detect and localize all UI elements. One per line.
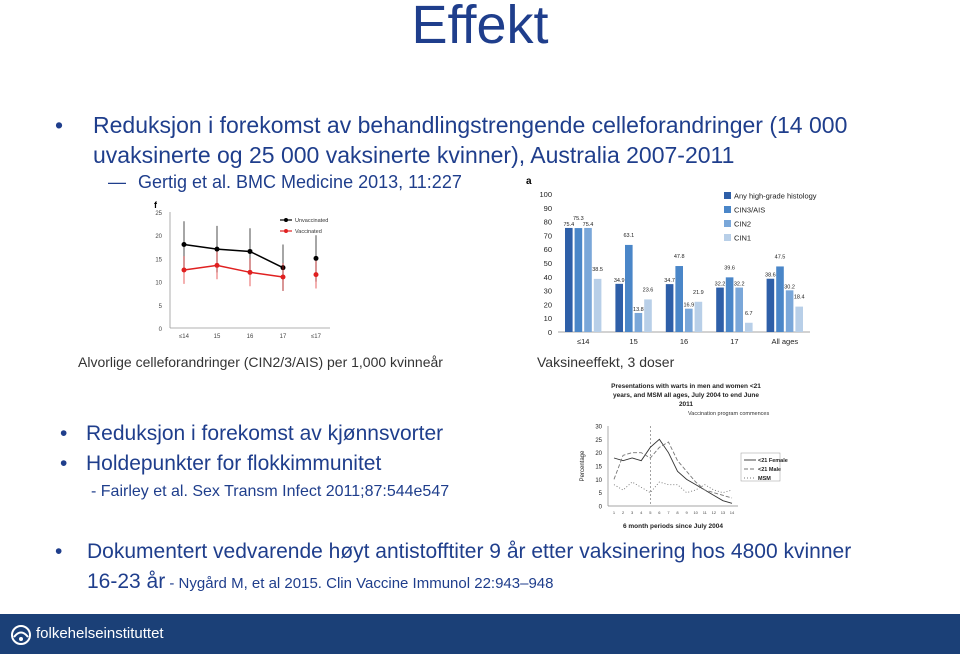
data-label: 75.3 <box>573 216 584 223</box>
bar <box>644 299 652 332</box>
panel-label: f <box>154 200 157 210</box>
legend-swatch <box>724 206 731 213</box>
page-title: Effekt <box>411 0 549 55</box>
x-tick-label: 7 <box>667 510 670 515</box>
bullet-dot: • <box>60 422 68 445</box>
bullet-text: Holdepunkter for flokkimmunitet <box>86 452 382 475</box>
data-label: 18.4 <box>793 294 805 301</box>
data-label: 32.2 <box>714 281 726 288</box>
data-label: 13.8 <box>633 306 644 313</box>
y-tick-label: 60 <box>543 245 552 255</box>
y-tick-label: 25 <box>155 211 162 217</box>
y-tick-label: 100 <box>539 190 552 199</box>
chart-warts-presentations <box>578 380 788 532</box>
footer-org-name: folkehelseinstituttet <box>36 625 164 642</box>
y-tick-label: 20 <box>543 300 552 310</box>
bar <box>666 284 674 332</box>
bar <box>795 307 803 332</box>
data-label: 32.2 <box>733 281 745 288</box>
y-tick-label: 50 <box>543 259 552 268</box>
legend-swatch <box>724 220 731 227</box>
data-label: 38.6 <box>765 272 776 279</box>
data-point <box>182 242 187 247</box>
data-point <box>314 256 319 261</box>
chart-title: 2011 <box>678 401 694 408</box>
fhi-logo-icon <box>10 624 32 646</box>
y-tick-label: 90 <box>543 203 552 213</box>
legend-marker <box>284 229 288 233</box>
y-tick-label: 10 <box>595 477 602 484</box>
data-label: 16.9 <box>683 302 695 309</box>
x-tick-label: ≤14 <box>576 337 590 346</box>
data-label: 75.4 <box>563 221 575 228</box>
y-tick-label: 10 <box>543 314 552 324</box>
x-tick-label: 6 <box>658 510 661 515</box>
footer-bar <box>0 614 960 654</box>
series-line <box>614 482 732 493</box>
data-point <box>281 274 286 279</box>
reference-fairley: - Fairley et al. Sex Transm Infect 2011;87:544e547 <box>91 483 450 500</box>
x-tick-label: 13 <box>720 510 726 515</box>
x-tick-label: ≤17 <box>311 334 321 340</box>
x-tick-label: 17 <box>730 337 739 346</box>
y-tick-label: 25 <box>595 437 602 444</box>
bullet-dot: • <box>55 540 63 563</box>
bullet-dot: • <box>55 112 64 138</box>
dash: — <box>108 172 126 192</box>
reference-nygard: - Nygård M, et al 2015. Clin Vaccine Immunol 22:943–948 <box>165 575 554 592</box>
x-tick-label: 10 <box>693 510 698 515</box>
y-tick-label: 0 <box>158 327 162 333</box>
x-tick-label: 9 <box>685 510 688 515</box>
x-tick-label: All ages <box>771 337 799 346</box>
y-tick-label: 0 <box>547 328 552 337</box>
chart-incidence-by-age <box>140 198 340 350</box>
y-tick-label: 70 <box>543 231 552 241</box>
data-point <box>248 270 253 275</box>
bar <box>716 288 724 332</box>
data-label: 38.5 <box>592 266 603 273</box>
data-point <box>215 263 220 268</box>
series-line <box>614 442 732 498</box>
y-tick-label: 30 <box>595 424 602 431</box>
chart-title: Presentations with warts in men and women <21 <box>611 383 761 390</box>
x-tick-label: 12 <box>711 510 717 515</box>
y-tick-label: 20 <box>595 451 602 458</box>
bar <box>594 279 602 332</box>
series-line <box>614 439 732 503</box>
data-label: 6.7 <box>744 310 753 317</box>
bar <box>767 279 775 332</box>
bullet-main-text: Dokumentert vedvarende høyt antistofftiter 9 år etter vaksinering hos 4800 kvinner 16-23 år <box>87 540 852 593</box>
legend-label: <21 Female <box>758 458 788 464</box>
x-tick-label: 2 <box>621 510 625 515</box>
bar <box>735 288 743 332</box>
y-axis-label: Percentage <box>580 450 586 482</box>
bar <box>695 302 703 332</box>
annotation: Vaccination program commences <box>688 411 770 417</box>
x-tick-label: 3 <box>631 510 634 515</box>
y-tick-label: 5 <box>158 303 162 310</box>
x-tick-label: 15 <box>213 334 221 340</box>
y-tick-label: 40 <box>543 272 552 282</box>
data-label: 63.1 <box>623 232 635 239</box>
x-tick-label: 11 <box>702 510 707 515</box>
bar <box>565 228 573 332</box>
data-label: 75.4 <box>582 221 594 228</box>
bar <box>615 284 623 332</box>
bullet-dot: • <box>60 452 68 475</box>
legend-label: <21 Male <box>758 467 782 473</box>
legend-label: CIN2 <box>734 219 752 229</box>
y-tick-label: 80 <box>543 217 552 227</box>
bar <box>745 323 753 332</box>
legend-marker <box>284 218 288 222</box>
bar <box>625 245 633 332</box>
x-tick-label: ≤14 <box>179 334 189 340</box>
x-axis-label: 6 month periods since July 2004 <box>622 523 724 530</box>
series-line <box>184 265 283 277</box>
legend-label: Vaccinated <box>295 229 322 235</box>
panel-label: a <box>526 176 532 187</box>
data-label: 47.5 <box>774 254 786 261</box>
bar <box>575 228 583 332</box>
data-point <box>182 268 187 273</box>
caption-left: Alvorlige celleforandringer (CIN2/3/AIS) per 1,000 kvinneår <box>78 354 443 370</box>
data-point <box>314 272 319 277</box>
y-tick-label: 15 <box>595 464 602 471</box>
legend-label: CIN3/AIS <box>734 205 766 215</box>
bullet-text: Reduksjon i forekomst av kjønnsvorter <box>86 422 444 445</box>
x-tick-label: 16 <box>246 334 254 340</box>
x-tick-label: 14 <box>729 510 735 515</box>
bar <box>776 266 784 332</box>
x-tick-label: 17 <box>279 334 287 340</box>
y-tick-label: 15 <box>155 257 162 264</box>
x-tick-label: 16 <box>679 337 689 346</box>
legend-swatch <box>724 192 731 199</box>
bar <box>726 277 734 332</box>
chart-vaccine-effectiveness <box>520 172 822 352</box>
chart-title: years, and MSM all ages, July 2004 to end June <box>613 392 759 399</box>
data-label: 34.9 <box>613 277 625 284</box>
data-label: 47.8 <box>673 254 685 261</box>
caption-right: Vaksineeffekt, 3 doser <box>537 354 675 370</box>
x-tick-label: 4 <box>640 510 643 515</box>
bar <box>685 309 693 332</box>
bullet-text: Reduksjon i forekomst av behandlingstrengende celleforandringer (14 000 uvaksinerte og 25 000 vaksinerte kvinner), Australia 2007-2011 <box>93 112 848 168</box>
bar <box>675 266 683 332</box>
legend-label: CIN1 <box>734 233 752 243</box>
x-tick-label: 15 <box>629 337 638 346</box>
legend-label: MSM <box>758 476 771 482</box>
y-tick-label: 0 <box>598 504 602 511</box>
x-tick-label: 5 <box>649 510 652 515</box>
x-tick-label: 1 <box>612 510 616 515</box>
bar <box>786 290 794 332</box>
data-label: 30.2 <box>784 284 795 291</box>
y-tick-label: 10 <box>155 280 162 287</box>
data-label: 21.9 <box>693 289 704 296</box>
data-label: 34.7 <box>664 278 675 285</box>
bar <box>635 313 643 332</box>
data-point <box>248 249 253 254</box>
bullet-text <box>87 537 877 599</box>
data-label: 23.6 <box>642 287 654 294</box>
data-point <box>215 247 220 252</box>
legend-swatch <box>724 234 731 241</box>
y-tick-label: 30 <box>543 286 552 296</box>
legend-label: Any high-grade histology <box>734 191 817 201</box>
bar <box>584 228 592 332</box>
reference-text: Gertig et al. BMC Medicine 2013, 11:227 <box>138 172 462 192</box>
x-tick-label: 8 <box>676 510 679 515</box>
legend-label: Unvaccinated <box>295 218 329 224</box>
data-label: 39.6 <box>724 265 735 272</box>
series-line <box>184 244 283 267</box>
y-tick-label: 5 <box>598 491 602 498</box>
y-tick-label: 20 <box>155 234 162 241</box>
